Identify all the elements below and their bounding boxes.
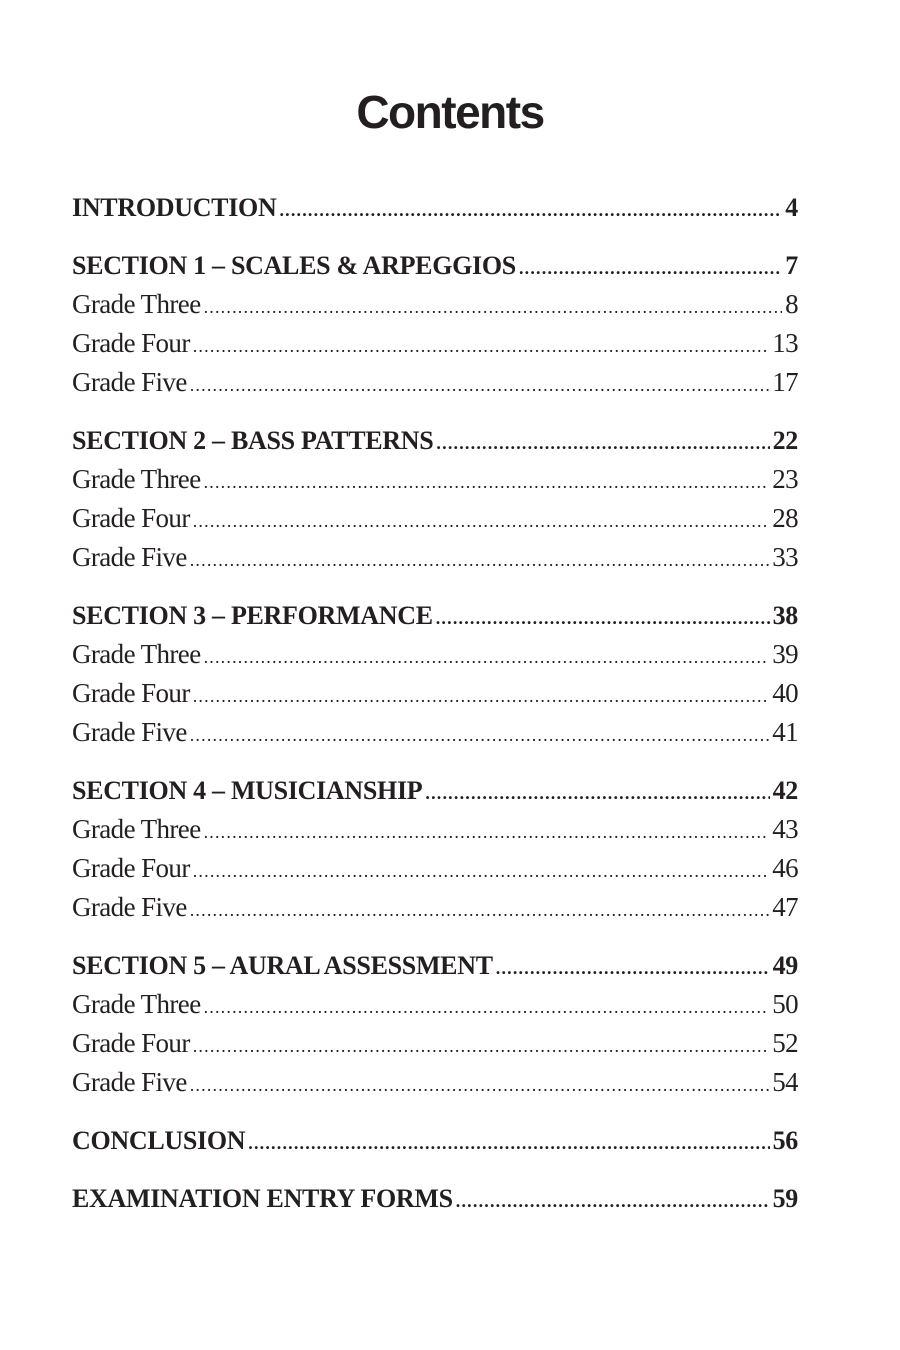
toc-page-number: 41 — [772, 717, 798, 747]
dot-leader — [190, 1066, 769, 1102]
toc-subentry[interactable] — [72, 363, 798, 402]
toc-heading-entry[interactable] — [72, 596, 798, 635]
toc-entry-label: Grade Four — [72, 503, 190, 533]
dot-leader — [279, 191, 782, 227]
toc-section — [72, 596, 798, 752]
dot-leader — [204, 463, 770, 499]
toc-page-number: 28 — [772, 503, 798, 533]
toc-subentry[interactable] — [72, 849, 798, 888]
toc-page-number: 38 — [772, 601, 798, 630]
toc-subentry[interactable] — [72, 635, 798, 674]
toc-heading-entry[interactable] — [72, 188, 798, 227]
toc-entry-label: Grade Five — [72, 717, 187, 747]
dot-leader — [204, 988, 770, 1024]
toc-section — [72, 771, 798, 927]
dot-leader — [190, 541, 769, 577]
dot-leader — [519, 249, 782, 285]
toc-subentry[interactable] — [72, 285, 798, 324]
toc-entry-label: Grade Four — [72, 1028, 190, 1058]
toc-entry-label: Grade Five — [72, 1067, 187, 1097]
toc-page-number: 42 — [772, 776, 798, 805]
toc-section — [72, 1121, 798, 1160]
toc-subentry[interactable] — [72, 324, 798, 363]
toc-subentry[interactable] — [72, 1024, 798, 1063]
toc-page-number: 50 — [772, 989, 798, 1019]
toc-page-number: 59 — [772, 1184, 798, 1213]
dot-leader — [248, 1124, 769, 1160]
toc-page-number: 40 — [772, 678, 798, 708]
toc-entry-label: SECTION 2 – BASS PATTERNS — [72, 426, 434, 455]
toc-page-number: 22 — [772, 426, 798, 455]
toc-entry-label: INTRODUCTION — [72, 193, 277, 222]
dot-leader — [204, 638, 770, 674]
toc-page-number: 13 — [772, 328, 798, 358]
toc-heading-entry[interactable] — [72, 246, 798, 285]
toc-subentry[interactable] — [72, 713, 798, 752]
toc-subentry[interactable] — [72, 985, 798, 1024]
toc-page-number: 54 — [772, 1067, 798, 1097]
toc-page-number: 49 — [772, 951, 798, 980]
dot-leader — [204, 813, 770, 849]
toc-section — [72, 188, 798, 227]
toc-entry-label: Grade Four — [72, 678, 190, 708]
toc-subentry[interactable] — [72, 810, 798, 849]
toc-section — [72, 421, 798, 577]
dot-leader — [436, 599, 770, 635]
dot-leader — [190, 366, 769, 402]
toc-subentry[interactable] — [72, 674, 798, 713]
toc-section — [72, 946, 798, 1102]
toc-heading-entry[interactable] — [72, 946, 798, 985]
toc-heading-entry[interactable] — [72, 1121, 798, 1160]
toc-entry-label: Grade Four — [72, 853, 190, 883]
toc-heading-entry[interactable] — [72, 1179, 798, 1218]
toc-entry-label: SECTION 3 – PERFORMANCE — [72, 601, 433, 630]
dot-leader — [456, 1182, 770, 1218]
toc-page-number: 43 — [772, 814, 798, 844]
toc-subentry[interactable] — [72, 499, 798, 538]
toc-entry-label: Grade Five — [72, 367, 187, 397]
toc-subentry[interactable] — [72, 1063, 798, 1102]
dot-leader — [204, 288, 783, 324]
table-of-contents — [72, 188, 798, 1237]
toc-page-number: 8 — [785, 289, 798, 319]
toc-page-number: 47 — [772, 892, 798, 922]
toc-subentry[interactable] — [72, 888, 798, 927]
dot-leader — [190, 716, 769, 752]
toc-entry-label: SECTION 1 – SCALES & ARPEGGIOS — [72, 251, 516, 280]
toc-entry-label: Grade Three — [72, 989, 201, 1019]
toc-entry-label: CONCLUSION — [72, 1126, 246, 1155]
toc-entry-label: SECTION 4 – MUSICIANSHIP — [72, 776, 423, 805]
toc-entry-label: SECTION 5 – AURAL ASSESSMENT — [72, 951, 493, 980]
toc-entry-label: Grade Five — [72, 892, 187, 922]
toc-section — [72, 246, 798, 402]
toc-entry-label: Grade Three — [72, 289, 201, 319]
toc-entry-label: Grade Three — [72, 464, 201, 494]
toc-page-number: 46 — [772, 853, 798, 883]
dot-leader — [193, 852, 769, 888]
toc-page-number: 56 — [772, 1126, 798, 1155]
dot-leader — [190, 891, 769, 927]
toc-entry-label: Grade Three — [72, 814, 201, 844]
dot-leader — [193, 327, 769, 363]
dot-leader — [193, 1027, 769, 1063]
toc-page-number: 23 — [772, 464, 798, 494]
toc-subentry[interactable] — [72, 460, 798, 499]
toc-page-number: 39 — [772, 639, 798, 669]
toc-heading-entry[interactable] — [72, 771, 798, 810]
toc-page-number: 7 — [785, 251, 798, 280]
toc-entry-label: Grade Three — [72, 639, 201, 669]
toc-entry-label: Grade Four — [72, 328, 190, 358]
toc-page-number: 17 — [772, 367, 798, 397]
dot-leader — [496, 949, 770, 985]
page-title: Contents — [356, 86, 544, 138]
toc-section — [72, 1179, 798, 1218]
toc-entry-label: Grade Five — [72, 542, 187, 572]
dot-leader — [193, 677, 769, 713]
toc-page-number: 33 — [772, 542, 798, 572]
toc-page-number: 4 — [785, 193, 798, 222]
toc-page-number: 52 — [772, 1028, 798, 1058]
dot-leader — [193, 502, 769, 538]
dot-leader — [436, 424, 769, 460]
dot-leader — [425, 774, 769, 810]
toc-subentry[interactable] — [72, 538, 798, 577]
toc-heading-entry[interactable] — [72, 421, 798, 460]
toc-entry-label: EXAMINATION ENTRY FORMS — [72, 1184, 453, 1213]
